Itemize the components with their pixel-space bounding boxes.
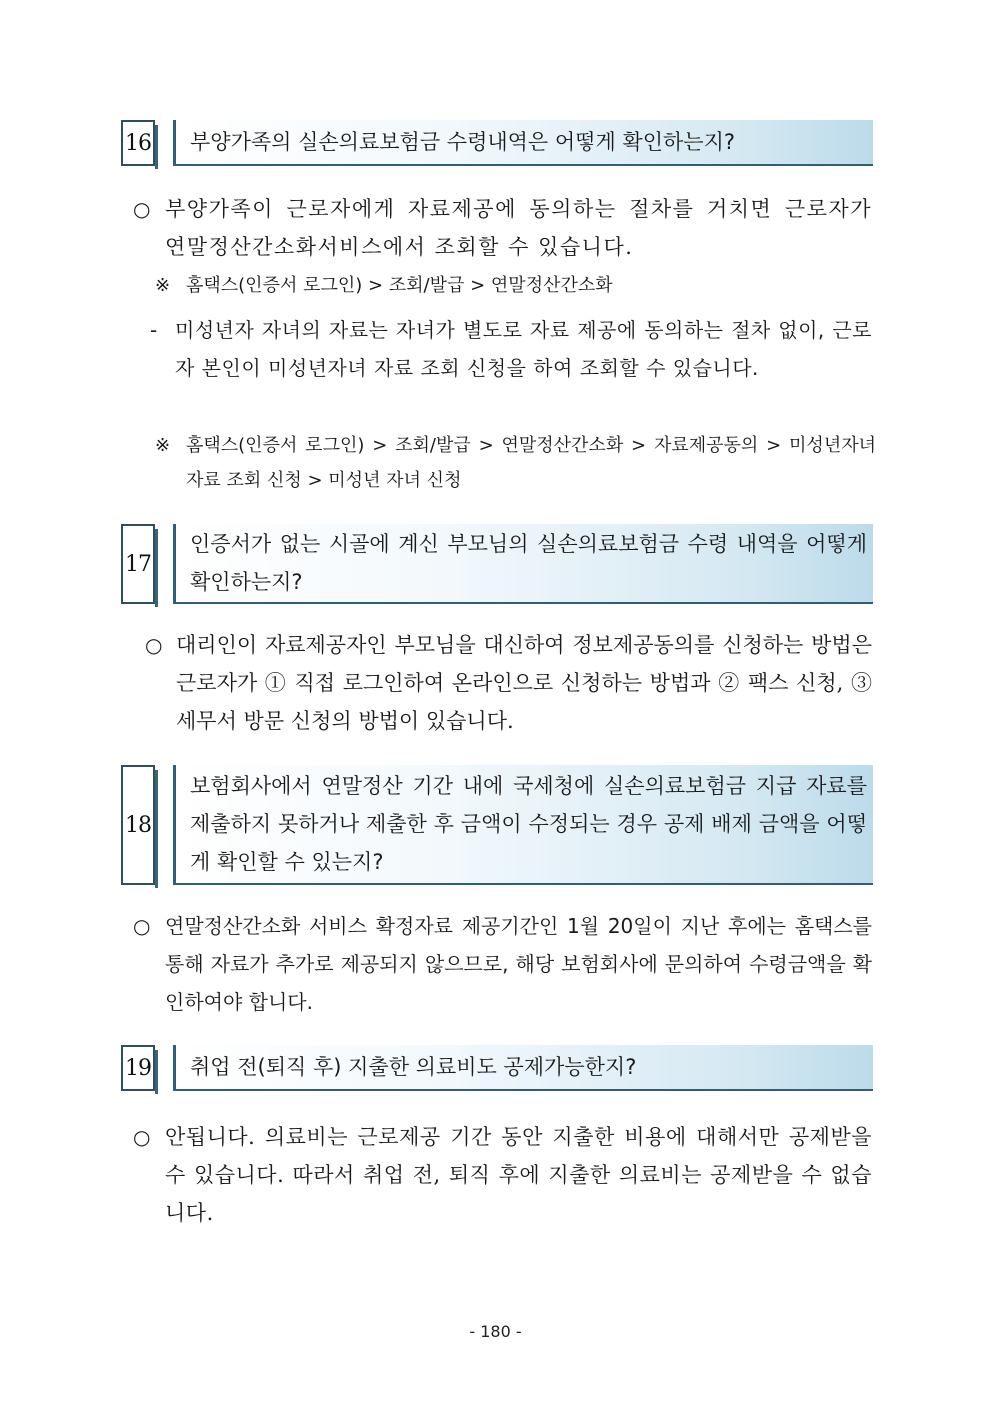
question-title: 취업 전(퇴직 후) 지출한 의료비도 공제가능한지? xyxy=(190,1055,637,1079)
note-16-path: 홈택스(인증서 로그인) > 조회/발급 > 연말정산간소화 xyxy=(186,275,613,296)
question-title: 보험회사에서 연말정산 기간 내에 국세청에 실손의료보험금 지급 자료를 제출하지 못하거나 제출한 후 금액이 수정되는 경우 공제 배제 금액을 어떻게 확인할 수 있는지? xyxy=(190,774,867,874)
question-title: 인증서가 없는 시골에 계신 부모님의 실손의료보험금 수령 내역을 어떻게 확인하는지? xyxy=(190,532,867,594)
question-17-header xyxy=(121,524,873,604)
question-number-box: 16 xyxy=(121,120,155,166)
question-title-box xyxy=(173,1045,873,1091)
question-number-box: 19 xyxy=(121,1045,155,1091)
question-title-box xyxy=(173,524,873,604)
question-19-header xyxy=(121,1045,873,1091)
answer-19: 안됩니다. 의료비는 근로제공 기간 동안 지출한 비용에 대해서만 공제받을 수 있습니다. 따라서 취업 전, 퇴직 후에 지출한 의료비는 공제받을 수 없습니다. xyxy=(165,1125,872,1225)
answer-bullet: ○ xyxy=(133,197,151,221)
question-number-box: 17 xyxy=(121,524,155,604)
question-16-header xyxy=(121,120,873,166)
note-mark: ※ xyxy=(155,435,171,456)
sub-dash: - xyxy=(150,318,158,342)
answer-bullet: ○ xyxy=(133,914,151,938)
question-title-box xyxy=(173,120,873,166)
question-18-header xyxy=(121,765,873,885)
note-mark: ※ xyxy=(155,275,171,296)
answer-bullet: ○ xyxy=(133,1125,151,1149)
answer-18: 연말정산간소화 서비스 확정자료 제공기간인 1월 20일이 지난 후에는 홈택스를 통해 자료가 추가로 제공되지 않으므로, 해당 보험회사에 문의하여 수령금액을 확인하여야 합니다. xyxy=(165,914,872,1014)
note-16-minor-path: 홈택스(인증서 로그인) > 조회/발급 > 연말정산간소화 > 자료제공동의 > 미성년자녀 자료 조회 신청 > 미성년 자녀 신청 xyxy=(186,435,876,491)
sub-16-minor: 미성년자 자녀의 자료는 자녀가 별도로 자료 제공에 동의하는 절차 없이, 근로자 본인이 미성년자녀 자료 조회 신청을 하여 조회할 수 있습니다. xyxy=(175,318,872,380)
page-number: - 180 - xyxy=(469,1322,522,1341)
answer-17: 대리인이 자료제공자인 부모님을 대신하여 정보제공동의를 신청하는 방법은 근로자가 ① 직접 로그인하여 온라인으로 신청하는 방법과 ② 팩스 신청, ③ 세무서 방문 신청의 방법이 있습니다. xyxy=(176,633,872,733)
question-number-box: 18 xyxy=(121,765,155,885)
question-title: 부양가족의 실손의료보험금 수령내역은 어떻게 확인하는지? xyxy=(190,130,735,154)
answer-bullet: ○ xyxy=(145,633,163,657)
answer-16: 부양가족이 근로자에게 자료제공에 동의하는 절차를 거치면 근로자가 연말정산간소화서비스에서 조회할 수 있습니다. xyxy=(165,197,872,259)
question-title-box xyxy=(173,765,873,885)
